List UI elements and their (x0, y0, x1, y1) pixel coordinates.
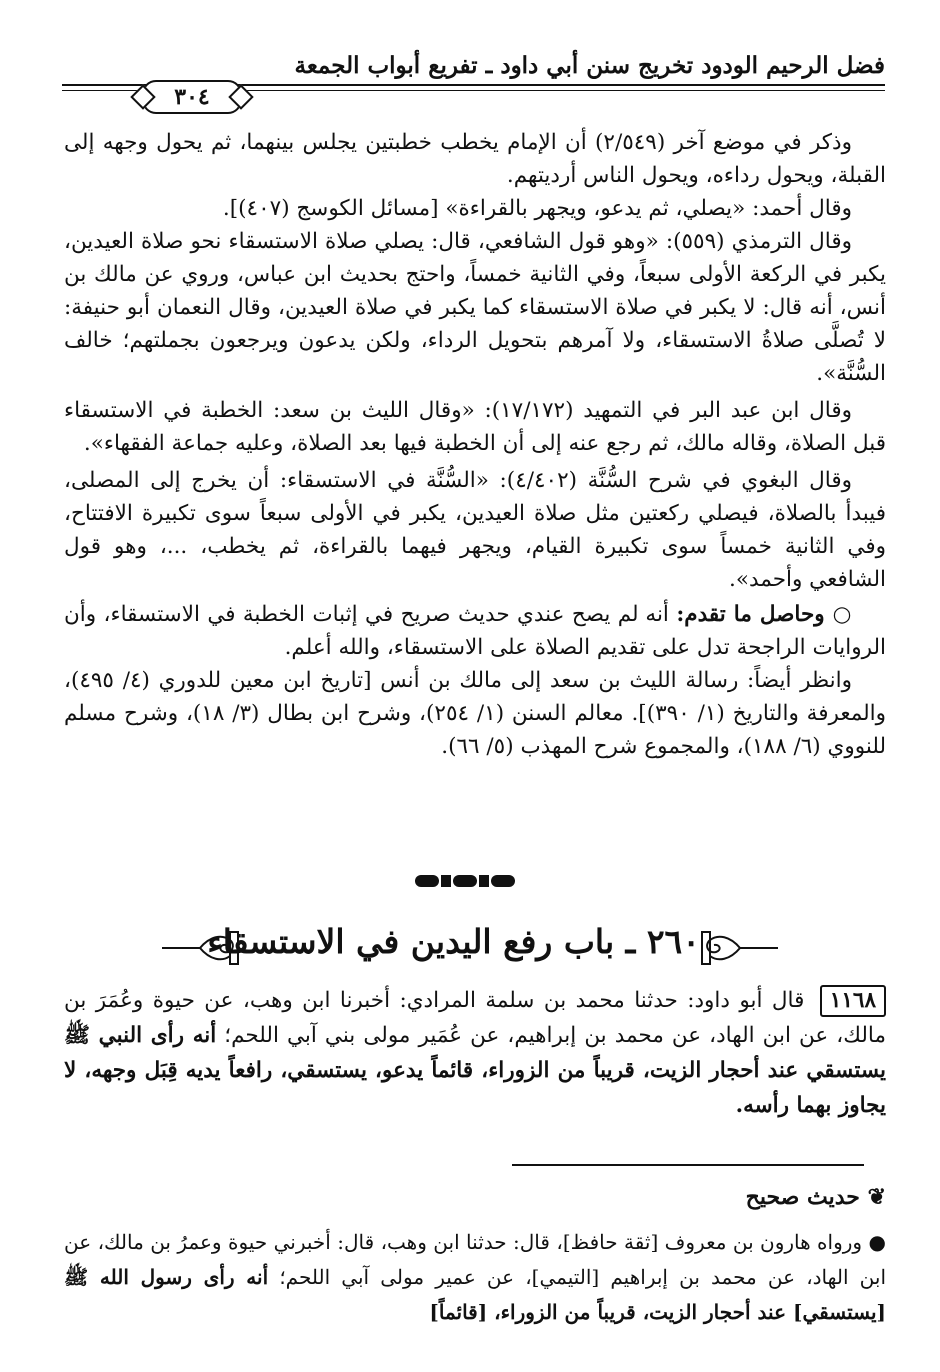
paragraph: وقال أحمد: «يصلي، ثم يدعو، ويجهر بالقراءة» [مسائل الكوسج (٤٠٧)]. (222, 196, 852, 221)
chapter-title: ٢٦٠ ـ باب رفع اليدين في الاستسقاء (207, 922, 700, 961)
chapter-heading (160, 920, 780, 980)
paragraph: وذكر في موضع آخر (٢/٥٤٩) أن الإمام يخطب خطبتين يجلس بينهما، ثم يحول وجهه إلى القبلة، ويحول رداءه، ويحول الناس أرديتهم. (64, 130, 886, 188)
paragraph: وقال البغوي في شرح السُّنَّة (٤/٤٠٢): «السُّنَّة في الاستسقاء: أن يخرج إلى المصلى، فيبدأ بالصلاة، فيصلي ركعتين مثل صلاة العيدين، يكبر في الأولى سبعاً سوى تكبيرة الافتتاح، وفي الثانية خمساً سوى تكبيرة القيام، ويجهر فيهما بالقراءة، ثم يخطب، ...، وهو قول الشافعي وأحمد». (64, 468, 886, 592)
section-divider-ornament (395, 872, 535, 890)
running-title: فضل الرحيم الودود تخريج سنن أبي داود ـ تفريع أبواب الجمعة (294, 52, 885, 79)
hadith-isnad: قال أبو داود: حدثنا محمد بن سلمة المرادي: أخبرنا ابن وهب، عن حيوة وعُمَرَ بن مالك، عن ابن الهاد، عن محمد بن إبراهيم، عن عُمَير مولى بني آبي اللحم؛ (64, 988, 886, 1048)
bullet-icon: ● (868, 1230, 887, 1254)
main-text (64, 126, 886, 763)
page-header (62, 52, 885, 114)
summary-paragraph (64, 598, 886, 664)
see-also-paragraph: وانظر أيضاً: رسالة الليث بن سعد إلى مالك بن أنس [تاريخ ابن معين للدوري (٤/ ٤٩٥)، والمعرفة والتاريخ (١/ ٣٩٠)]. معالم السنن (١/ ٢٥٤)، وشرح ابن بطال (٣/ ١٨)، وشرح مسلم للنووي (٦/ ١٨٨)، والمجموع شرح المهذب (٥/ ٦٦). (64, 668, 887, 759)
hadith-matn: أنه رأى النبي ﷺ يستسقي عند أحجار الزيت، قريباً من الزوراء، قائماً يدعو، يستسقي، رافعاً يديه قِبَل وجهه، لا يجاوز بهما رأسه. (64, 1023, 886, 1118)
footnote-separator (512, 1164, 864, 1166)
hadith-paragraph (64, 983, 886, 1123)
grade-icon: ❦ (867, 1184, 886, 1210)
paragraph: وقال ابن عبد البر في التمهيد (١٧/١٧٢): «وقال الليث بن سعد: الخطبة في الاستسقاء قبل الصلاة، وقاله مالك، ثم رجع عنه إلى أن الخطبة فيها بعد الصلاة، وعليه جماعة الفقهاء». (64, 398, 886, 456)
hadith-grade (746, 1184, 886, 1210)
summary-text: أنه لم يصح عندي حديث صريح في إثبات الخطبة في الاستسقاء، وأن الروايات الراجحة تدل على تقديم الصلاة على الاستسقاء، والله أعلم. (64, 602, 886, 660)
right-flourish-icon (700, 926, 780, 970)
page-number: ٣٠٤ (174, 84, 210, 110)
paragraph: وقال الترمذي (٥٥٩): «وهو قول الشافعي، قال: يصلي صلاة الاستسقاء نحو صلاة العيدين، يكبر في الركعة الأولى سبعاً، وفي الثانية خمساً، واحتج بحديث ابن عباس، وروي عن مالك بن أنس، أنه قال: لا يكبر في صلاة الاستسقاء كما يكبر في صلاة العيدين، وقال النعمان أبو حنيفة: لا تُصلَّى صلاةُ الاستسقاء، ولا آمرهم بتحويل الرداء، ولكن يدعون ويرجعون بجملتهم؛ خالف السُّنَّة». (64, 229, 886, 386)
takhrij-text (64, 1225, 886, 1330)
grade-text: حديث صحيح (745, 1184, 860, 1210)
summary-lead: ○ وحاصل ما تقدم: (676, 602, 852, 627)
takhrij-matn: أنه رأى رسول الله ﷺ [يستسقي] عند أحجار الزيت، قريباً من الزوراء، [قائماً] (64, 1265, 886, 1324)
page-number-badge (142, 80, 242, 114)
takhrij-paragraph (64, 1225, 886, 1330)
hadith-number-badge: ١١٦٨ (820, 985, 886, 1017)
hadith-text (64, 983, 886, 1123)
takhrij-isnad: ورواه هارون بن معروف [ثقة حافظ]، قال: حدثنا ابن وهب، قال: أخبرني حيوة وعمرُ بن مالك، عن ابن الهاد، عن محمد بن إبراهيم [التيمي]، عن عمير مولى آبي اللحم؛ (64, 1230, 887, 1289)
